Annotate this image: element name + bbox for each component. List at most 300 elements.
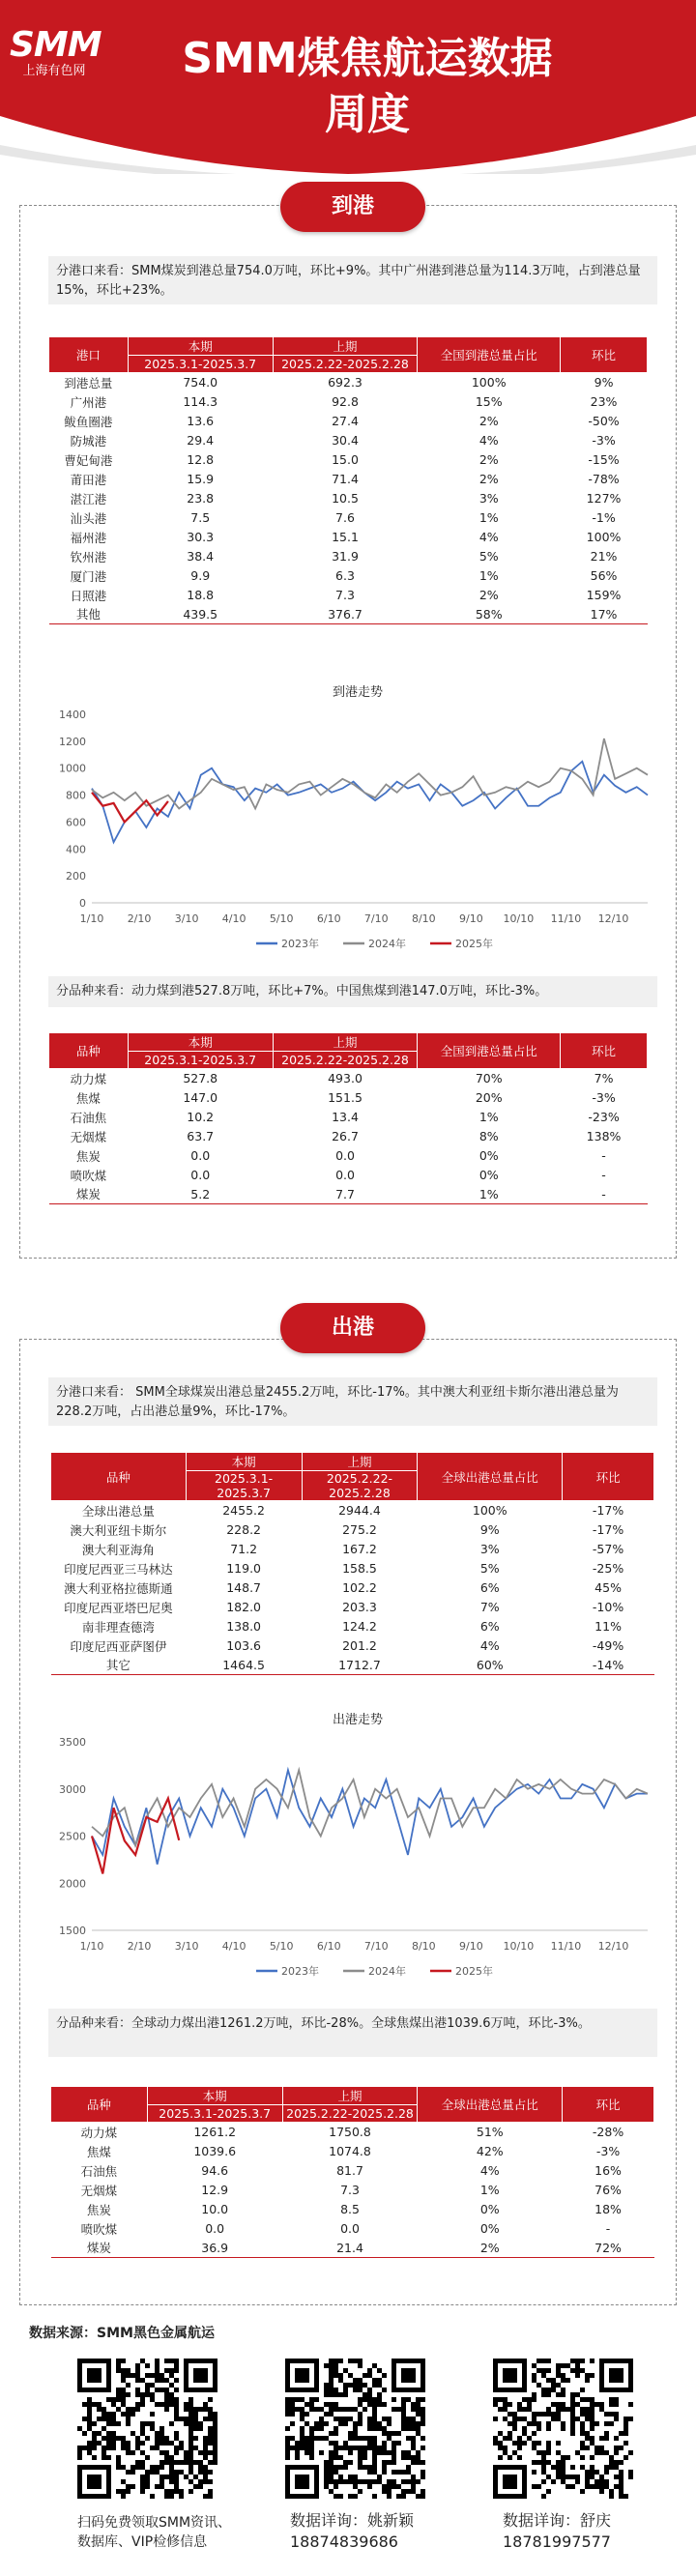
table-row — [49, 508, 648, 528]
table-cell: 全球出港总量 — [51, 1501, 187, 1520]
table-cell: -23% — [588, 1110, 620, 1124]
qr3-caption — [503, 2510, 611, 2553]
table-cell: 2% — [478, 588, 499, 602]
table-row — [49, 1127, 648, 1146]
table-cell: - — [605, 2221, 611, 2236]
qr-code-contact-shu[interactable] — [493, 2359, 633, 2499]
x-tick-label: 6/10 — [316, 1940, 341, 1953]
table-cell: 60% — [476, 1657, 504, 1672]
table-cell: 228.2 — [226, 1522, 262, 1537]
header-cell: 全球出港总量占比 — [418, 1453, 563, 1501]
table-cell: 0.0 — [335, 1148, 355, 1163]
legend-label: 2025年 — [455, 1965, 493, 1978]
table-row — [51, 2200, 654, 2219]
table-cell: 8% — [478, 1129, 499, 1143]
table-row — [49, 450, 648, 470]
table-cell: 148.7 — [226, 1580, 262, 1595]
legend-label: 2024年 — [368, 938, 406, 950]
qr3-caption-line2: 18781997577 — [503, 2533, 611, 2551]
table-cell: 12.8 — [187, 452, 215, 467]
table-cell: 70% — [418, 1069, 561, 1088]
x-tick-label: 5/10 — [269, 912, 294, 925]
x-tick-label: 1/10 — [79, 1940, 104, 1953]
header-cell: 环比 — [563, 1453, 654, 1501]
table-row — [51, 2239, 654, 2258]
table-cell: 527.8 — [128, 1069, 273, 1088]
title-line-1: SMM煤焦航运数据 — [182, 34, 553, 83]
table-cell: 6% — [479, 1580, 500, 1595]
header-cell: 本期 — [147, 2087, 282, 2105]
table-cell: 汕头港 — [70, 510, 107, 526]
period-cell: 2025.2.22-2025.2.28 — [302, 1471, 418, 1501]
table-cell: 147.0 — [183, 1090, 218, 1105]
table-cell: 692.3 — [273, 373, 418, 392]
y-tick-label: 0 — [79, 897, 86, 910]
table-cell: 7.7 — [335, 1186, 355, 1201]
table-cell: 56% — [590, 568, 618, 583]
table-cell: 4% — [479, 1638, 500, 1653]
table-cell: 印度尼西亚三马林达 — [64, 1561, 173, 1577]
table-cell: 福州港 — [70, 530, 107, 545]
table-cell: 5% — [478, 549, 499, 564]
table-cell: 0.0 — [190, 1168, 211, 1182]
table-row — [51, 1656, 654, 1675]
table-cell: 138.0 — [226, 1619, 262, 1634]
header-cell: 品种 — [51, 1453, 187, 1501]
table-cell: 0.0 — [205, 2221, 225, 2236]
table-cell: 119.0 — [226, 1561, 262, 1576]
x-tick-label: 12/10 — [597, 912, 629, 925]
table-cell: 8.5 — [340, 2202, 360, 2216]
table-row — [49, 605, 648, 624]
header-cell: 全球出港总量占比 — [418, 2087, 563, 2123]
table-cell: 0% — [478, 1168, 499, 1182]
header-cell: 上期 — [302, 1453, 418, 1471]
table-cell: 29.4 — [187, 433, 215, 448]
table-row — [49, 1146, 648, 1166]
table-row — [49, 1088, 648, 1108]
series-line-1 — [92, 762, 648, 843]
table-cell: 10.2 — [187, 1110, 215, 1124]
y-tick-label: 600 — [66, 816, 86, 829]
x-tick-label: 7/10 — [363, 1940, 389, 1953]
table-cell: 0.0 — [335, 1168, 355, 1182]
arrival-trend-chart — [53, 681, 662, 952]
table-cell: -50% — [588, 414, 620, 428]
x-tick-label: 10/10 — [503, 912, 535, 925]
header-cell: 全国到港总量占比 — [418, 337, 561, 373]
table-cell: 100% — [586, 530, 622, 544]
table-cell: -57% — [592, 1542, 624, 1556]
table-cell: -17% — [563, 1501, 654, 1520]
y-tick-label: 1500 — [59, 1925, 86, 1937]
arrival-type-summary: 分品种来看：动力煤到港527.8万吨，环比+7%。中国焦煤到港147.0万吨，环比-3%。 — [48, 976, 657, 1007]
table-cell: 焦煤 — [75, 1090, 101, 1106]
table-cell: -3% — [592, 1090, 616, 1105]
table-row — [51, 2142, 654, 2161]
table-cell: 138% — [586, 1129, 622, 1143]
data-source: 数据来源：SMM黑色金属航运 — [29, 2326, 215, 2341]
table-cell: 澳大利亚格拉德斯通 — [64, 1580, 173, 1596]
y-tick-label: 200 — [66, 870, 86, 883]
table-cell: 2% — [479, 2240, 500, 2255]
table-cell: 275.2 — [342, 1522, 377, 1537]
x-tick-label: 4/10 — [221, 912, 246, 925]
table-row — [49, 566, 648, 586]
table-cell: 11% — [594, 1619, 622, 1634]
logo-subtext: 上海有色网 — [22, 64, 86, 78]
header-cell: 上期 — [273, 1033, 418, 1052]
qr-code-signup[interactable] — [77, 2359, 218, 2499]
departure-type-summary: 分品种来看：全球动力煤出港1261.2万吨，环比-28%。全球焦煤出港1039.6万吨，环比-3%。 — [48, 2009, 657, 2057]
table-cell: -3% — [592, 433, 616, 448]
header-cell: 港口 — [49, 337, 129, 373]
table-cell: 南非理查德湾 — [81, 1619, 155, 1635]
table-cell: 5.2 — [190, 1186, 211, 1201]
table-row — [49, 1069, 648, 1088]
table-cell: 石油焦 — [80, 2163, 118, 2179]
table-cell: 钦州港 — [70, 549, 107, 564]
qr2-caption-line1: 数据详询：姚新颖 — [290, 2511, 415, 2530]
table-cell: 31.9 — [332, 549, 359, 564]
qr2-caption — [290, 2510, 414, 2553]
table-row — [51, 1540, 654, 1559]
header-cell: 环比 — [561, 1033, 648, 1069]
table-cell: 30.4 — [332, 433, 359, 448]
table-cell: 94.6 — [201, 2163, 229, 2178]
qr-code-contact-yao[interactable] — [285, 2359, 425, 2499]
qr3-caption-line1: 数据详询：舒庆 — [503, 2511, 612, 2530]
table-cell: -78% — [588, 472, 620, 486]
header-cell: 本期 — [128, 337, 273, 356]
header-cell: 品种 — [51, 2087, 148, 2123]
y-tick-label: 2500 — [59, 1830, 86, 1843]
table-cell: 4% — [479, 2163, 500, 2178]
table-cell: 1261.2 — [147, 2123, 282, 2142]
table-cell: 159% — [586, 588, 622, 602]
smm-logo — [10, 25, 102, 79]
table-cell: 102.2 — [342, 1580, 377, 1595]
table-cell: 18% — [594, 2202, 622, 2216]
table-cell: 26.7 — [332, 1129, 359, 1143]
table-cell: 493.0 — [273, 1069, 418, 1088]
table-cell: 2944.4 — [302, 1501, 418, 1520]
table-cell: 焦炭 — [75, 1148, 101, 1164]
table-cell: 莆田港 — [70, 472, 107, 487]
table-cell: 13.6 — [187, 414, 215, 428]
table-cell: 51% — [418, 2123, 563, 2142]
period-cell: 2025.2.22-2025.2.28 — [273, 356, 418, 373]
table-cell: 124.2 — [342, 1619, 377, 1634]
logo-text: SMM — [10, 25, 102, 65]
table-cell: 10.5 — [332, 491, 359, 506]
period-cell: 2025.3.1-2025.3.7 — [186, 1471, 302, 1501]
table-cell: - — [601, 1186, 606, 1201]
table-cell: -10% — [592, 1600, 624, 1614]
table-cell: 澳大利亚纽卡斯尔 — [70, 1522, 167, 1538]
table-cell: 其他 — [75, 607, 101, 622]
legend-label: 2023年 — [281, 938, 319, 950]
x-tick-label: 9/10 — [459, 1940, 483, 1953]
table-cell: 喷吹煤 — [80, 2221, 118, 2237]
table-row — [51, 1598, 654, 1617]
table-cell: 1% — [478, 1186, 499, 1201]
table-row — [49, 470, 648, 489]
table-cell: 曹妃甸港 — [64, 452, 113, 468]
table-cell: 23.8 — [187, 491, 215, 506]
table-row — [49, 1166, 648, 1185]
table-cell: 9% — [479, 1522, 500, 1537]
table-row — [51, 1520, 654, 1540]
table-cell: 广州港 — [70, 394, 107, 410]
table-cell: 30.3 — [187, 530, 215, 544]
chart-title: 出港走势 — [332, 1713, 383, 1727]
table-cell: - — [601, 1168, 606, 1182]
table-cell: 0% — [479, 2221, 500, 2236]
header-cell: 环比 — [563, 2087, 654, 2123]
table-row — [49, 392, 648, 412]
x-tick-label: 11/10 — [550, 1940, 582, 1953]
table-cell: 7% — [479, 1600, 500, 1614]
qr1-caption-line2: 数据库、VIP检修信息 — [77, 2534, 208, 2550]
qr1-caption-line1: 扫码免费领取SMM资讯、 — [77, 2515, 232, 2531]
table-row — [51, 1559, 654, 1578]
y-tick-label: 2000 — [59, 1877, 86, 1891]
departure-type-table — [50, 2086, 654, 2258]
departure-port-summary: 分港口来看： SMM全球煤炭出港总量2455.2万吨，环比-17%。其中澳大利亚纽卡斯尔港出港总量为228.2万吨，占出港总量9%，环比-17%。 — [48, 1377, 657, 1426]
period-cell: 2025.3.1-2025.3.7 — [147, 2105, 282, 2123]
table-cell: 0.0 — [190, 1148, 211, 1163]
table-cell: 印度尼西亚塔巴尼奥 — [64, 1600, 173, 1615]
table-row — [49, 489, 648, 508]
table-row — [51, 1617, 654, 1636]
table-cell: 58% — [475, 606, 503, 622]
table-cell: 12.9 — [201, 2183, 229, 2197]
table-row — [49, 431, 648, 450]
arrival-type-table — [48, 1032, 648, 1204]
table-row — [51, 1501, 654, 1520]
arrival-trend-svg — [53, 700, 662, 951]
table-cell: 27.4 — [332, 414, 359, 428]
table-cell: 0% — [478, 1148, 499, 1163]
table-row — [49, 528, 648, 547]
table-row — [51, 2123, 654, 2142]
table-cell: 5% — [479, 1561, 500, 1576]
table-cell: 9.9 — [190, 568, 211, 583]
table-cell: -3% — [595, 2144, 621, 2158]
table-cell: 喷吹煤 — [70, 1168, 107, 1183]
table-cell: 15.9 — [187, 472, 215, 486]
table-cell: 1750.8 — [282, 2123, 418, 2142]
x-tick-label: 7/10 — [363, 912, 389, 925]
table-cell: 21% — [590, 549, 618, 564]
arrival-port-table — [48, 336, 648, 624]
table-cell: 76% — [594, 2183, 622, 2197]
table-cell: 澳大利亚海角 — [81, 1542, 155, 1557]
table-cell: 20% — [475, 1090, 503, 1105]
table-cell: 煤炭 — [86, 2241, 111, 2256]
table-cell: 81.7 — [336, 2163, 363, 2178]
y-tick-label: 400 — [66, 843, 86, 856]
table-cell: 2% — [478, 472, 499, 486]
qr2-caption-line2: 18874839686 — [290, 2533, 398, 2551]
table-cell: 1% — [479, 2183, 500, 2197]
table-cell: 4% — [478, 433, 499, 448]
table-cell: 6.3 — [335, 568, 355, 583]
departure-trend-chart — [53, 1709, 662, 1980]
table-cell: 72% — [594, 2240, 622, 2255]
x-tick-label: 3/10 — [174, 912, 199, 925]
y-tick-label: 800 — [66, 789, 86, 802]
x-tick-label: 10/10 — [503, 1940, 535, 1953]
table-cell: 15.1 — [332, 530, 359, 544]
table-cell: 鲅鱼圈港 — [64, 414, 113, 429]
table-cell: 23% — [590, 394, 618, 409]
x-tick-label: 9/10 — [459, 912, 483, 925]
table-cell: 3% — [478, 491, 499, 506]
y-tick-label: 3500 — [59, 1736, 86, 1749]
period-cell: 2025.3.1-2025.3.7 — [128, 356, 273, 373]
header-cell: 全国到港总量占比 — [418, 1033, 561, 1069]
table-row — [49, 412, 648, 431]
table-cell: 6% — [479, 1619, 500, 1634]
y-tick-label: 1000 — [59, 762, 86, 775]
table-row — [49, 547, 648, 566]
x-tick-label: 6/10 — [316, 912, 341, 925]
table-cell: 煤炭 — [75, 1187, 101, 1202]
table-cell: 7% — [561, 1069, 648, 1088]
table-cell: 厦门港 — [70, 568, 107, 584]
table-cell: 151.5 — [328, 1090, 362, 1105]
period-cell: 2025.3.1-2025.3.7 — [128, 1052, 273, 1069]
table-cell: 2455.2 — [186, 1501, 302, 1520]
period-cell: 2025.2.22-2025.2.28 — [273, 1052, 418, 1069]
table-cell: 湛江港 — [70, 491, 107, 507]
table-cell: 15.0 — [332, 452, 359, 467]
table-row — [51, 1636, 654, 1656]
table-cell: -25% — [592, 1561, 624, 1576]
table-cell: 动力煤 — [49, 1069, 129, 1088]
table-cell: 焦煤 — [86, 2144, 111, 2159]
table-cell: 1% — [478, 1110, 499, 1124]
header-cell: 品种 — [49, 1033, 129, 1069]
table-cell: 158.5 — [342, 1561, 377, 1576]
header-cell: 上期 — [282, 2087, 418, 2105]
table-cell: 0% — [479, 2202, 500, 2216]
x-tick-label: 5/10 — [269, 1940, 294, 1953]
table-cell: 1% — [478, 510, 499, 525]
table-cell: 9% — [561, 373, 648, 392]
table-cell: 18.8 — [187, 588, 215, 602]
x-tick-label: 1/10 — [79, 912, 104, 925]
y-tick-label: 1400 — [59, 709, 86, 721]
title-line-2: 周度 — [325, 90, 410, 139]
departure-trend-svg — [53, 1727, 662, 1979]
table-cell: 动力煤 — [51, 2123, 148, 2142]
x-tick-label: 3/10 — [174, 1940, 199, 1953]
qr1-caption — [77, 2513, 231, 2552]
table-cell: 63.7 — [187, 1129, 215, 1143]
table-row — [49, 1185, 648, 1204]
table-cell: 10.0 — [201, 2202, 229, 2216]
series-line-2 — [92, 738, 648, 808]
page-title — [116, 31, 619, 143]
table-row — [49, 586, 648, 605]
table-row — [49, 1108, 648, 1127]
table-row — [51, 2161, 654, 2181]
table-cell: 其它 — [105, 1658, 130, 1673]
table-cell: 100% — [418, 373, 561, 392]
arrival-port-summary: 分港口来看：SMM煤炭到港总量754.0万吨，环比+9%。其中广州港到港总量为114.3万吨，占到港总量15%，环比+23%。 — [48, 256, 657, 304]
x-tick-label: 12/10 — [597, 1940, 629, 1953]
x-tick-label: 8/10 — [411, 912, 436, 925]
x-tick-label: 8/10 — [411, 1940, 436, 1953]
table-cell: 100% — [418, 1501, 563, 1520]
x-tick-label: 2/10 — [127, 912, 152, 925]
legend-label: 2025年 — [455, 938, 493, 950]
table-cell: 15% — [475, 394, 503, 409]
chart-title: 到港走势 — [332, 685, 383, 700]
table-cell: 7.3 — [335, 588, 355, 602]
table-cell: 45% — [594, 1580, 622, 1595]
header-cell: 上期 — [273, 337, 418, 356]
table-cell: 103.6 — [226, 1638, 262, 1653]
table-row — [49, 373, 648, 392]
table-row — [51, 1578, 654, 1598]
table-cell: -15% — [588, 452, 620, 467]
table-cell: 203.3 — [342, 1600, 377, 1614]
table-cell: 21.4 — [336, 2240, 363, 2255]
table-cell: 1464.5 — [222, 1657, 265, 1672]
y-tick-label: 3000 — [59, 1782, 86, 1796]
series-line-2 — [92, 1770, 648, 1845]
table-cell: 印度尼西亚萨图伊 — [70, 1638, 167, 1654]
table-cell: 1074.8 — [329, 2144, 371, 2158]
table-cell: 日照港 — [70, 588, 107, 603]
table-cell: -1% — [592, 510, 616, 525]
header-banner — [0, 0, 696, 174]
table-cell: -49% — [592, 1638, 624, 1653]
table-cell: 71.4 — [332, 472, 359, 486]
table-cell: 127% — [586, 491, 622, 506]
series-line-1 — [92, 1770, 648, 1865]
table-cell: 439.5 — [183, 606, 218, 622]
table-cell: 2% — [478, 414, 499, 428]
table-cell: 0.0 — [340, 2221, 360, 2236]
table-cell: 38.4 — [187, 549, 215, 564]
header-cell: 环比 — [561, 337, 648, 373]
x-tick-label: 4/10 — [221, 1940, 246, 1953]
table-cell: 4% — [478, 530, 499, 544]
table-cell: 36.9 — [201, 2240, 229, 2255]
table-cell: 7.6 — [335, 510, 355, 525]
x-tick-label: 11/10 — [550, 912, 582, 925]
departure-section-title: 出港 — [280, 1303, 425, 1353]
header-cell: 本期 — [128, 1033, 273, 1052]
table-cell: 1712.7 — [338, 1657, 381, 1672]
table-cell: 17% — [590, 606, 618, 622]
table-cell: 167.2 — [342, 1542, 377, 1556]
legend-label: 2023年 — [281, 1965, 319, 1978]
table-cell: 201.2 — [342, 1638, 377, 1653]
table-cell: 42% — [476, 2144, 504, 2158]
table-cell: 防城港 — [70, 433, 107, 449]
table-cell: -17% — [592, 1522, 624, 1537]
table-cell: 7.5 — [190, 510, 211, 525]
period-cell: 2025.2.22-2025.2.28 — [282, 2105, 418, 2123]
table-cell: 无烟煤 — [80, 2183, 118, 2198]
table-cell: 2% — [478, 452, 499, 467]
